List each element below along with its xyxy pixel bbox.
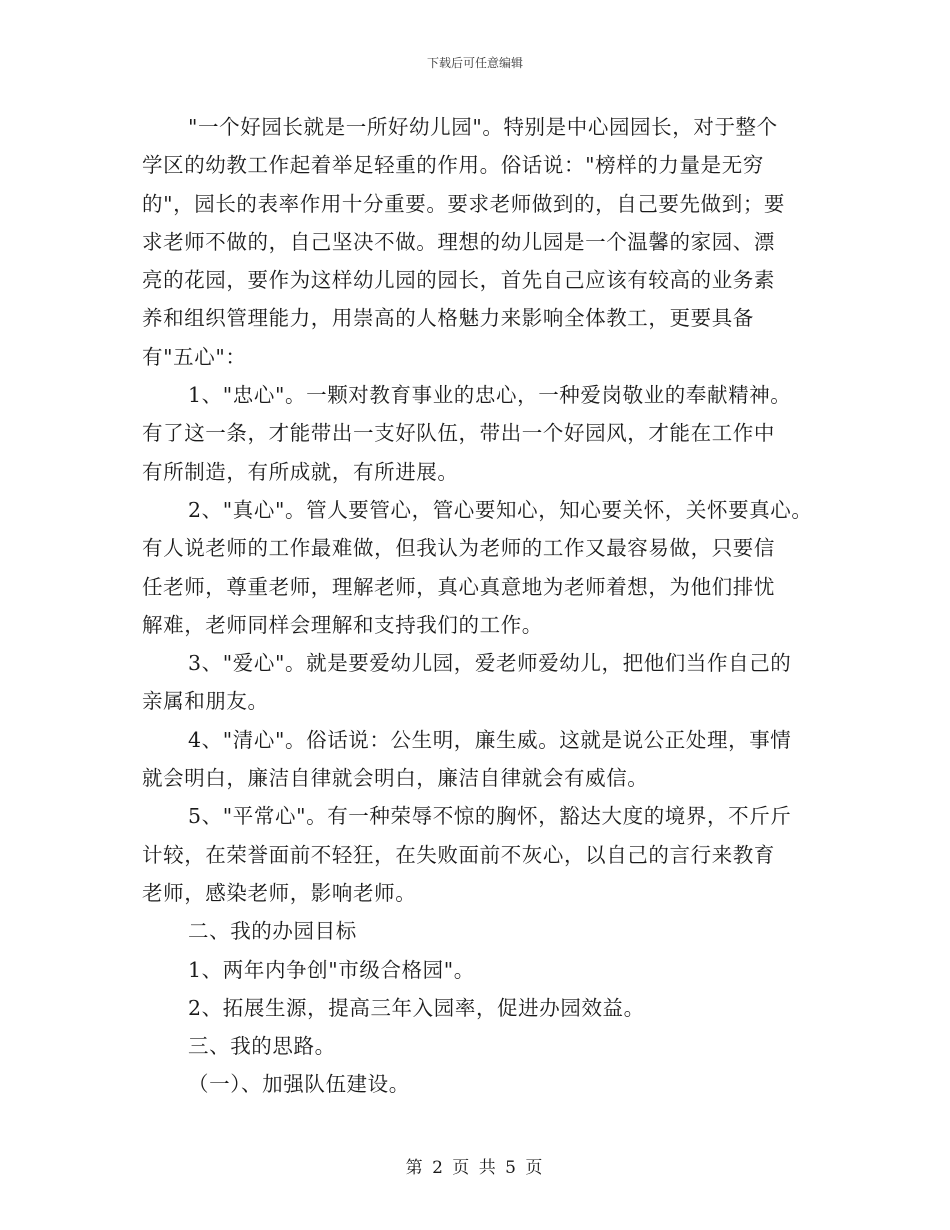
text-line: 计较，在荣誉面前不轻狂，在失败面前不灰心，以自己的言行来教育 [142, 842, 775, 867]
text-line: 二、我的办园目标 [188, 919, 357, 944]
text-line: 2、"真心"。管人要管心，管心要知心，知心要关怀，关怀要真心。 [188, 497, 813, 522]
text-line: 养和组织管理能力，用崇高的人格魅力来影响全体教工，更要具备 [142, 306, 754, 331]
text-line: 5、"平常心"。有一种荣辱不惊的胸怀，豁达大度的境界，不斤斤 [188, 804, 792, 829]
text-line: 有所制造，有所成就，有所进展。 [142, 459, 459, 484]
text-line: 有"五心"： [142, 344, 247, 369]
text-line: （一）、加强队伍建设。 [188, 1072, 410, 1097]
text-line: 有人说老师的工作最难做，但我认为老师的工作又最容易做，只要信 [142, 536, 775, 561]
text-line: 解难，老师同样会理解和支持我们的工作。 [142, 612, 543, 637]
text-line: 就会明白，廉洁自律就会明白，廉洁自律就会有威信。 [142, 766, 649, 791]
text-line: 的"，园长的表率作用十分重要。要求老师做到的，自己要先做到；要 [142, 191, 786, 216]
text-line: 三、我的思路。 [188, 1034, 336, 1059]
text-line: 3、"爱心"。就是要爱幼儿园，爱老师爱幼儿，把他们当作自己的 [188, 651, 792, 676]
text-line: 求老师不做的，自己坚决不做。理想的幼儿园是一个温馨的家园、漂 [142, 229, 775, 254]
text-line: 亲属和朋友。 [142, 689, 269, 714]
page-header: 下载后可任意编辑 [426, 56, 523, 70]
text-line: 有了这一条，才能带出一支好队伍，带出一个好园风，才能在工作中 [142, 421, 775, 446]
text-line: 1、两年内争创"市级合格园"。 [188, 957, 475, 982]
text-line: 亮的花园，要作为这样幼儿园的园长，首先自己应该有较高的业务素 [142, 268, 775, 293]
text-line: 任老师，尊重老师，理解老师，真心真意地为老师着想，为他们排忧 [142, 574, 775, 599]
text-line: 学区的幼教工作起着举足轻重的作用。俗话说："榜样的力量是无穷 [142, 153, 764, 178]
text-line: 2、拓展生源，提高三年入园率，促进办园效益。 [188, 995, 645, 1020]
text-line: "一个好园长就是一所好幼儿园"。特别是中心园园长，对于整个 [188, 115, 778, 139]
document-body [142, 108, 842, 1104]
text-line: 4、"清心"。俗话说：公生明，廉生威。这就是说公正处理，事情 [188, 727, 792, 752]
text-line: 1、"忠心"。一颗对教育事业的忠心，一种爱岗敬业的奉献精神。 [188, 383, 792, 408]
page-footer: 第 2 页 共 5 页 [405, 1158, 545, 1178]
text-line: 老师，感染老师，影响老师。 [142, 880, 417, 905]
